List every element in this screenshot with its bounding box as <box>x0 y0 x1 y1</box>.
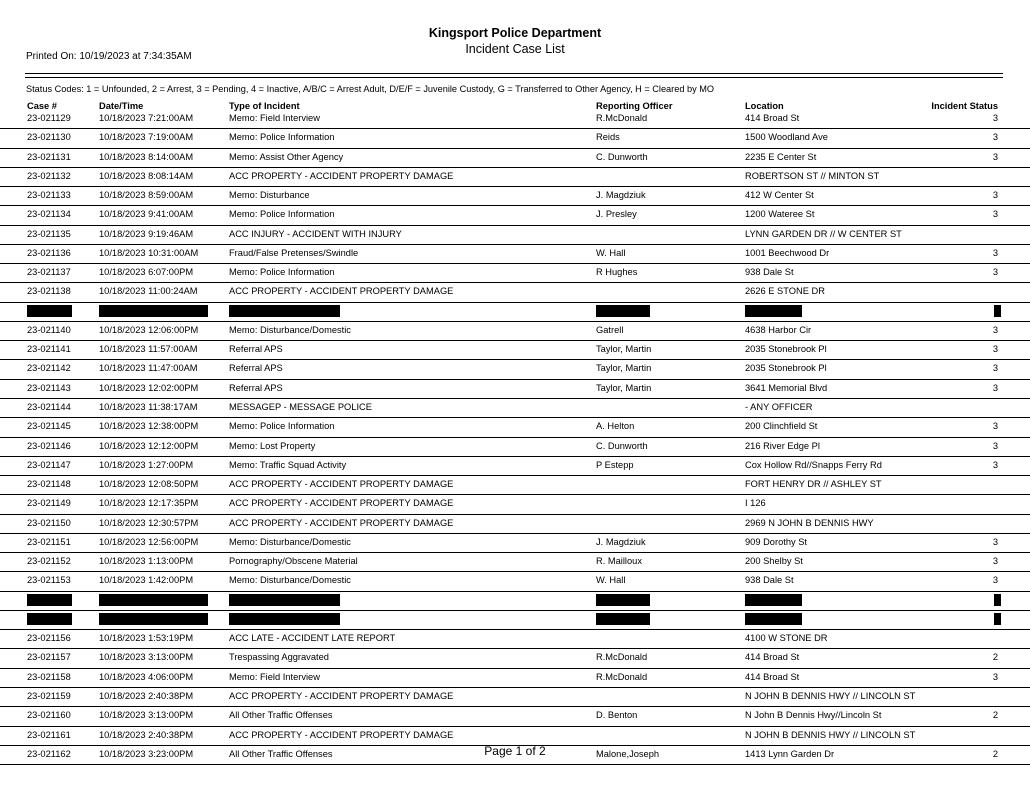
date-time-cell: 10/18/2023 12:56:00PM <box>99 536 199 547</box>
date-time-cell: 10/18/2023 12:08:50PM <box>99 479 199 490</box>
incident-type-cell: ACC PROPERTY - ACCIDENT PROPERTY DAMAGE <box>229 498 454 509</box>
redaction-block <box>99 594 208 606</box>
reporting-officer-cell: Malone,Joseph <box>596 748 660 759</box>
column-header-status: Incident Status <box>931 101 998 111</box>
case-number-cell: 23-021160 <box>27 710 71 721</box>
incident-type-cell: Referral APS <box>229 363 283 374</box>
table-row <box>0 476 1030 495</box>
reporting-officer-cell: Reids <box>596 132 620 143</box>
date-time-cell: 10/18/2023 12:12:00PM <box>99 440 199 451</box>
incident-type-cell: Memo: Police Information <box>229 209 335 220</box>
case-number-cell: 23-021132 <box>27 170 71 181</box>
incident-type-cell: All Other Traffic Offenses <box>229 710 333 721</box>
incident-status-cell: 3 <box>992 267 998 278</box>
case-number-cell: 23-021133 <box>27 190 71 201</box>
table-row <box>0 264 1030 283</box>
incident-status-cell: 2 <box>992 710 998 721</box>
incident-status-cell: 3 <box>992 556 998 567</box>
header-divider-thin <box>25 77 1003 78</box>
incident-status-cell: 3 <box>992 671 998 682</box>
redaction-block <box>99 305 208 317</box>
case-number-cell: 23-021134 <box>27 209 71 220</box>
case-number-cell: 23-021138 <box>27 286 71 297</box>
redacted-row <box>0 611 1030 630</box>
case-number-cell: 23-021130 <box>27 132 71 143</box>
reporting-officer-cell: J. Magdziuk <box>596 190 646 201</box>
incident-type-cell: Memo: Police Information <box>229 267 335 278</box>
table-row <box>0 553 1030 572</box>
incident-type-cell: ACC INJURY - ACCIDENT WITH INJURY <box>229 228 402 239</box>
location-cell: 909 Dorothy St <box>745 536 808 547</box>
page-number: Page 1 of 2 <box>484 744 546 758</box>
table-row <box>0 727 1030 746</box>
incident-status-cell: 2 <box>992 652 998 663</box>
location-cell: N JOHN B DENNIS HWY // LINCOLN ST <box>745 690 916 701</box>
location-cell: 2626 E STONE DR <box>745 286 825 297</box>
incident-status-cell: 3 <box>992 132 998 143</box>
case-number-cell: 23-021149 <box>27 498 71 509</box>
date-time-cell: 10/18/2023 8:59:00AM <box>99 190 194 201</box>
table-row <box>0 572 1030 591</box>
table-row <box>0 534 1030 553</box>
location-cell: 216 River Edge Pl <box>745 440 820 451</box>
incident-type-cell: All Other Traffic Offenses <box>229 748 333 759</box>
case-number-cell: 23-021159 <box>27 690 71 701</box>
date-time-cell: 10/18/2023 3:13:00PM <box>99 710 194 721</box>
table-row <box>0 515 1030 534</box>
table-row <box>0 168 1030 187</box>
incident-status-cell: 3 <box>992 344 998 355</box>
table-row <box>0 149 1030 168</box>
incident-type-cell: Memo: Police Information <box>229 421 335 432</box>
table-row <box>0 110 1030 129</box>
case-number-cell: 23-021153 <box>27 575 71 586</box>
table-row <box>0 245 1030 264</box>
location-cell: Cox Hollow Rd//Snapps Ferry Rd <box>745 459 882 470</box>
incident-table <box>0 110 1030 765</box>
reporting-officer-cell: R.McDonald <box>596 113 648 123</box>
location-cell: 4638 Harbor Cir <box>745 324 812 335</box>
incident-status-cell: 3 <box>992 421 998 432</box>
redaction-block <box>745 594 802 606</box>
date-time-cell: 10/18/2023 10:31:00AM <box>99 247 199 258</box>
location-cell: LYNN GARDEN DR // W CENTER ST <box>745 228 902 239</box>
incident-status-cell: 3 <box>992 459 998 470</box>
case-number-cell: 23-021157 <box>27 652 71 663</box>
reporting-officer-cell: R Hughes <box>596 267 638 278</box>
location-cell: I 126 <box>745 498 766 509</box>
redaction-block <box>596 305 650 317</box>
redaction-block <box>229 594 340 606</box>
case-number-cell: 23-021152 <box>27 556 71 567</box>
incident-status-cell: 3 <box>992 151 998 162</box>
date-time-cell: 10/18/2023 11:38:17AM <box>99 401 198 412</box>
date-time-cell: 10/18/2023 1:53:19PM <box>99 633 194 644</box>
redaction-block <box>745 305 802 317</box>
column-header-location: Location <box>745 101 784 111</box>
incident-type-cell: Referral APS <box>229 382 283 393</box>
date-time-cell: 10/18/2023 12:30:57PM <box>99 517 199 528</box>
incident-type-cell: Memo: Lost Property <box>229 440 316 451</box>
location-cell: 938 Dale St <box>745 575 794 586</box>
location-cell: 412 W Center St <box>745 190 814 201</box>
incident-type-cell: MESSAGEP - MESSAGE POLICE <box>229 401 372 412</box>
table-row <box>0 418 1030 437</box>
case-number-cell: 23-021131 <box>27 151 71 162</box>
incident-type-cell: Pornography/Obscene Material <box>229 556 358 567</box>
location-cell: N JOHN B DENNIS HWY // LINCOLN ST <box>745 729 916 740</box>
incident-status-cell: 3 <box>992 247 998 258</box>
redaction-block <box>745 613 802 625</box>
date-time-cell: 10/18/2023 3:13:00PM <box>99 652 194 663</box>
date-time-cell: 10/18/2023 3:23:00PM <box>99 748 194 759</box>
reporting-officer-cell: Taylor, Martin <box>596 344 652 355</box>
table-row <box>0 226 1030 245</box>
incident-type-cell: ACC PROPERTY - ACCIDENT PROPERTY DAMAGE <box>229 286 454 297</box>
location-cell: 4100 W STONE DR <box>745 633 828 644</box>
redaction-block <box>596 594 650 606</box>
location-cell: ROBERTSON ST // MINTON ST <box>745 170 880 181</box>
column-header-officer: Reporting Officer <box>596 101 673 111</box>
redaction-block <box>994 305 1001 317</box>
case-number-cell: 23-021151 <box>27 536 71 547</box>
department-title: Kingsport Police Department <box>428 26 602 40</box>
case-number-cell: 23-021141 <box>27 344 71 355</box>
incident-type-cell: Trespassing Aggravated <box>229 652 329 663</box>
incident-type-cell: Memo: Field Interview <box>229 113 320 123</box>
location-cell: FORT HENRY DR // ASHLEY ST <box>745 479 882 490</box>
date-time-cell: 10/18/2023 7:19:00AM <box>99 132 194 143</box>
location-cell: 2235 E Center St <box>745 151 817 162</box>
reporting-officer-cell: A. Helton <box>596 421 635 432</box>
header-divider <box>25 73 1003 74</box>
table-row <box>0 457 1030 476</box>
incident-type-cell: ACC PROPERTY - ACCIDENT PROPERTY DAMAGE <box>229 729 454 740</box>
redaction-block <box>596 613 650 625</box>
date-time-cell: 10/18/2023 12:17:35PM <box>99 498 199 509</box>
table-row <box>0 206 1030 225</box>
table-row <box>0 438 1030 457</box>
incident-type-cell: Memo: Field Interview <box>229 671 320 682</box>
date-time-cell: 10/18/2023 11:47:00AM <box>99 363 198 374</box>
date-time-cell: 10/18/2023 1:42:00PM <box>99 575 194 586</box>
date-time-cell: 10/18/2023 4:06:00PM <box>99 671 194 682</box>
location-cell: 414 Broad St <box>745 113 800 123</box>
table-row <box>0 669 1030 688</box>
incident-type-cell: Memo: Assist Other Agency <box>229 151 344 162</box>
incident-status-cell: 3 <box>992 363 998 374</box>
table-row <box>0 707 1030 726</box>
redaction-block <box>229 613 340 625</box>
incident-type-cell: Memo: Disturbance/Domestic <box>229 536 351 547</box>
incident-status-cell: 3 <box>992 382 998 393</box>
case-number-cell: 23-021156 <box>27 633 71 644</box>
date-time-cell: 10/18/2023 9:19:46AM <box>99 228 194 239</box>
table-row <box>0 360 1030 379</box>
date-time-cell: 10/18/2023 11:00:24AM <box>99 286 198 297</box>
incident-status-cell: 3 <box>992 536 998 547</box>
incident-status-cell: 3 <box>992 190 998 201</box>
reporting-officer-cell: R. Mailloux <box>596 556 642 567</box>
redaction-block <box>994 613 1001 625</box>
reporting-officer-cell: R.McDonald <box>596 652 648 663</box>
column-header-datetime: Date/Time <box>99 101 144 111</box>
table-row <box>0 129 1030 148</box>
case-number-cell: 23-021147 <box>27 459 71 470</box>
date-time-cell: 10/18/2023 6:07:00PM <box>99 267 194 278</box>
reporting-officer-cell: Taylor, Martin <box>596 382 652 393</box>
case-number-cell: 23-021146 <box>27 440 71 451</box>
location-cell: 1500 Woodland Ave <box>745 132 828 143</box>
column-header-case: Case # <box>27 101 57 111</box>
case-number-cell: 23-021161 <box>27 729 71 740</box>
redacted-row <box>0 303 1030 322</box>
case-number-cell: 23-021143 <box>27 382 71 393</box>
case-number-cell: 23-021140 <box>27 324 71 335</box>
reporting-officer-cell: R.McDonald <box>596 671 648 682</box>
redaction-block <box>27 613 72 625</box>
location-cell: 2969 N JOHN B DENNIS HWY <box>745 517 874 528</box>
incident-status-cell: 3 <box>992 324 998 335</box>
date-time-cell: 10/18/2023 2:40:38PM <box>99 690 194 701</box>
incident-type-cell: ACC PROPERTY - ACCIDENT PROPERTY DAMAGE <box>229 479 454 490</box>
date-time-cell: 10/18/2023 1:27:00PM <box>99 459 194 470</box>
case-number-cell: 23-021158 <box>27 671 71 682</box>
incident-type-cell: Referral APS <box>229 344 283 355</box>
table-row <box>0 187 1030 206</box>
redaction-block <box>27 594 72 606</box>
case-number-cell: 23-021150 <box>27 517 71 528</box>
reporting-officer-cell: C. Dunworth <box>596 440 648 451</box>
reporting-officer-cell: Gatrell <box>596 324 624 335</box>
redaction-block <box>994 594 1001 606</box>
date-time-cell: 10/18/2023 11:57:00AM <box>99 344 198 355</box>
printed-on-text: Printed On: 10/19/2023 at 7:34:35AM <box>26 51 192 62</box>
incident-status-cell: 3 <box>992 113 998 123</box>
location-cell: 414 Broad St <box>745 671 800 682</box>
table-row <box>0 495 1030 514</box>
case-number-cell: 23-021162 <box>27 748 71 759</box>
case-number-cell: 23-021144 <box>27 401 71 412</box>
case-number-cell: 23-021136 <box>27 247 71 258</box>
table-row <box>0 322 1030 341</box>
incident-status-cell: 2 <box>992 748 998 759</box>
column-header-type: Type of Incident <box>229 101 300 111</box>
incident-status-cell: 3 <box>992 440 998 451</box>
incident-type-cell: ACC PROPERTY - ACCIDENT PROPERTY DAMAGE <box>229 690 454 701</box>
reporting-officer-cell: J. Magdziuk <box>596 536 646 547</box>
date-time-cell: 10/18/2023 12:06:00PM <box>99 324 199 335</box>
status-codes-legend: Status Codes: 1 = Unfounded, 2 = Arrest, 3 = Pending, 4 = Inactive, A/B/C = Arrest Adult, D/E/F = Juvenile Custody, G = Transferred to Other Agency, H = Cleared by MO <box>26 84 715 94</box>
table-row <box>0 688 1030 707</box>
location-cell: 414 Broad St <box>745 652 800 663</box>
location-cell: 200 Clinchfield St <box>745 421 818 432</box>
incident-type-cell: Fraud/False Pretenses/Swindle <box>229 247 359 258</box>
redaction-block <box>229 305 340 317</box>
location-cell: 2035 Stonebrook Pl <box>745 363 827 374</box>
report-title: Incident Case List <box>465 42 565 56</box>
redaction-block <box>99 613 208 625</box>
incident-type-cell: Memo: Disturbance/Domestic <box>229 324 351 335</box>
location-cell: 2035 Stonebrook Pl <box>745 344 827 355</box>
date-time-cell: 10/18/2023 12:38:00PM <box>99 421 199 432</box>
reporting-officer-cell: P Estepp <box>596 459 634 470</box>
reporting-officer-cell: D. Benton <box>596 710 638 721</box>
incident-type-cell: Memo: Disturbance <box>229 190 310 201</box>
incident-status-cell: 3 <box>992 209 998 220</box>
location-cell: 1001 Beechwood Dr <box>745 247 830 258</box>
case-number-cell: 23-021137 <box>27 267 71 278</box>
location-cell: - ANY OFFICER <box>745 401 813 412</box>
table-row <box>0 399 1030 418</box>
location-cell: 938 Dale St <box>745 267 794 278</box>
location-cell: 1200 Wateree St <box>745 209 815 220</box>
case-number-cell: 23-021148 <box>27 479 71 490</box>
case-number-cell: 23-021135 <box>27 228 71 239</box>
date-time-cell: 10/18/2023 7:21:00AM <box>99 113 194 123</box>
incident-status-cell: 3 <box>992 575 998 586</box>
date-time-cell: 10/18/2023 1:13:00PM <box>99 556 194 567</box>
table-row <box>0 380 1030 399</box>
incident-type-cell: ACC PROPERTY - ACCIDENT PROPERTY DAMAGE <box>229 170 454 181</box>
redaction-block <box>27 305 72 317</box>
case-number-cell: 23-021145 <box>27 421 71 432</box>
incident-type-cell: Memo: Police Information <box>229 132 335 143</box>
location-cell: 1413 Lynn Garden Dr <box>745 748 835 759</box>
location-cell: N John B Dennis Hwy//Lincoln St <box>745 710 882 721</box>
reporting-officer-cell: J. Presley <box>596 209 637 220</box>
incident-type-cell: ACC LATE - ACCIDENT LATE REPORT <box>229 633 396 644</box>
location-cell: 200 Shelby St <box>745 556 803 567</box>
table-row <box>0 283 1030 302</box>
date-time-cell: 10/18/2023 12:02:00PM <box>99 382 199 393</box>
incident-type-cell: Memo: Disturbance/Domestic <box>229 575 351 586</box>
table-row <box>0 649 1030 668</box>
table-row <box>0 630 1030 649</box>
location-cell: 3641 Memorial Blvd <box>745 382 828 393</box>
date-time-cell: 10/18/2023 8:08:14AM <box>99 170 194 181</box>
reporting-officer-cell: W. Hall <box>596 247 626 258</box>
date-time-cell: 10/18/2023 2:40:38PM <box>99 729 194 740</box>
reporting-officer-cell: Taylor, Martin <box>596 363 652 374</box>
reporting-officer-cell: W. Hall <box>596 575 626 586</box>
reporting-officer-cell: C. Dunworth <box>596 151 648 162</box>
case-number-cell: 23-021142 <box>27 363 71 374</box>
date-time-cell: 10/18/2023 9:41:00AM <box>99 209 194 220</box>
incident-type-cell: ACC PROPERTY - ACCIDENT PROPERTY DAMAGE <box>229 517 454 528</box>
case-number-cell: 23-021129 <box>27 113 71 123</box>
redacted-row <box>0 592 1030 611</box>
incident-type-cell: Memo: Traffic Squad Activity <box>229 459 347 470</box>
table-row <box>0 341 1030 360</box>
date-time-cell: 10/18/2023 8:14:00AM <box>99 151 194 162</box>
